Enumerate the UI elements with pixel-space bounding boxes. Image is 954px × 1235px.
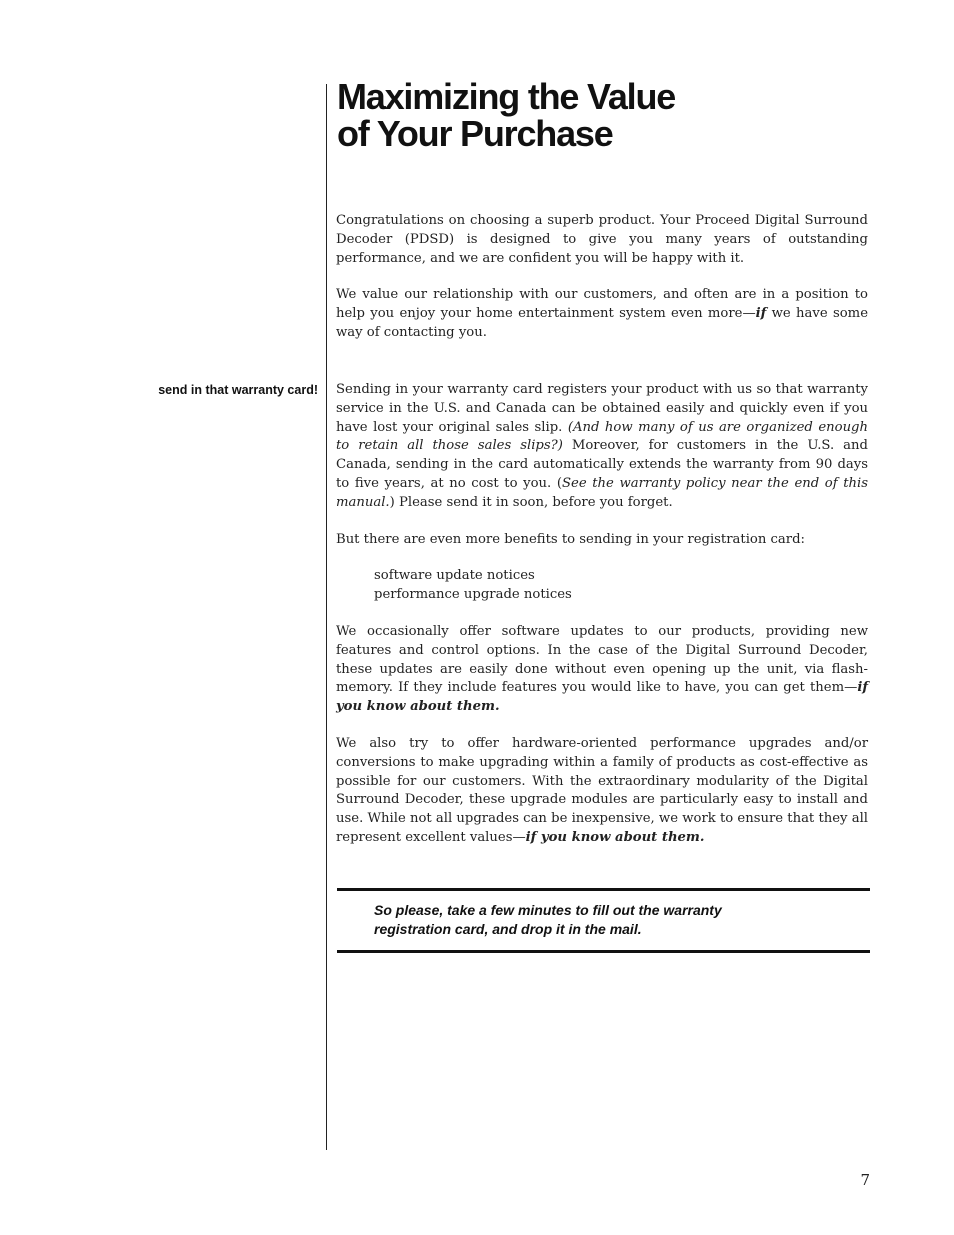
- list-item: performance upgrade notices: [374, 587, 572, 603]
- page-title-line-1: Maximizing the Value: [337, 76, 676, 117]
- intro-paragraph-1: Congratulations on choosing a superb product. Your Proceed Digital Surround Decoder (PDSD) is designed to give you many years of outstanding performance, and we are confident you will be happy with it.: [336, 213, 868, 266]
- page-title: [337, 78, 675, 152]
- callout-bottom-rule: [337, 950, 870, 953]
- page-title-line-2: of Your Purchase: [337, 113, 613, 154]
- warranty-paragraph-1: Sending in your warranty card registers your product with us so that warranty service in the U.S. and Canada can be obtained easily and quickly even if you have lost your original sales slip. (And how many of us are organized enough to retain all those sales slips?) Moreover, for customers in the U.S. and Canada, sending in the card automatically extends the warranty from 90 days to five years, at no cost to you. (See the warranty policy near the end of this manual.) Please send it in soon, before you forget.: [336, 382, 868, 510]
- warranty-paragraph-4: We also try to offer hardware-oriented performance upgrades and/or conversions to make upgrading within a family of products as cost-effective as possible for our customers. With the extraordinary modularity of the Digital Surround Decoder, these upgrade modules are particularly easy to install and use. While not all upgrades can be inexpensive, we work to ensure that they all represent excellent values—if you know about them.: [336, 735, 868, 845]
- warranty-paragraph-3: We occasionally offer software updates to our products, providing new features and control options. In the case of the Digital Surround Decoder, these updates are easily done without even opening up the unit, via flash-memory. If they include features you would like to have, you can get them—if you know about them.: [336, 623, 868, 715]
- callout-line-2: registration card, and drop it in the mail.: [374, 921, 642, 937]
- page-number: 7: [860, 1171, 870, 1189]
- benefits-list: [336, 567, 868, 605]
- warranty-paragraph-2: But there are even more benefits to sending in your registration card:: [336, 531, 805, 547]
- column-divider: [326, 84, 327, 1150]
- list-item: software update notices: [374, 568, 535, 584]
- callout-top-rule: [337, 888, 870, 891]
- intro-paragraph-2: We value our relationship with our customers, and often are in a position to help you enjoy your home entertainment system even more—if we have some way of contacting you.: [336, 287, 868, 340]
- callout-line-1: So please, take a few minutes to fill out the warranty: [374, 902, 722, 918]
- emphasis-if: if: [755, 306, 767, 322]
- side-heading-warranty: send in that warranty card!: [158, 383, 318, 397]
- callout-text: [374, 901, 794, 939]
- warranty-section: [336, 381, 868, 848]
- intro-section: [336, 212, 868, 343]
